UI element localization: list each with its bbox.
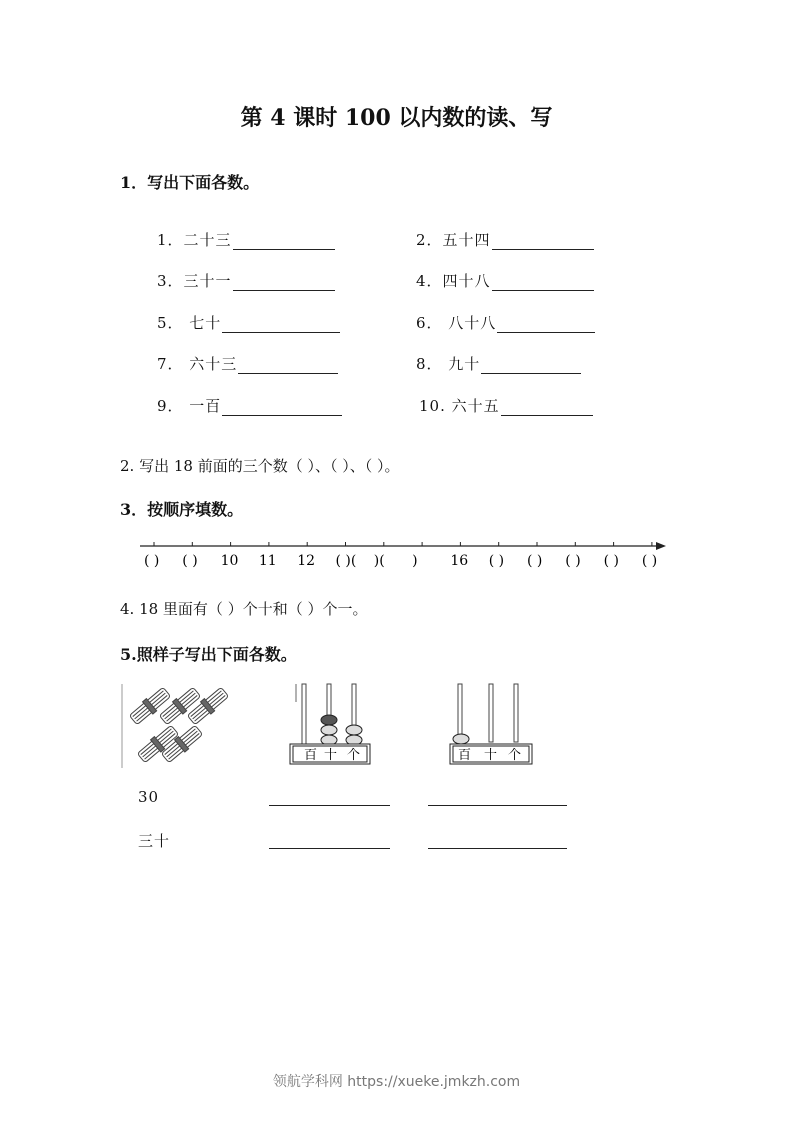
q1-item-label: 1．二十三 xyxy=(157,231,232,249)
q1-item-10 xyxy=(419,395,593,416)
abacus-label-tens: 十 xyxy=(324,748,338,763)
q4-text: 4. 18 里面有（ ）个十和（ ）个一。 xyxy=(120,600,368,618)
answer-blank[interactable] xyxy=(233,231,335,250)
example-word: 三十 xyxy=(138,832,171,850)
answer-blank[interactable] xyxy=(238,355,338,374)
number-line-label: 11 xyxy=(258,553,277,569)
footer-watermark: 领航学科网 https://xueke.jmkzh.com xyxy=(272,1074,521,1090)
number-line-label: ( ) xyxy=(565,553,581,569)
q1-item-label: 10. 六十五 xyxy=(419,397,500,415)
number-line-label: 10 xyxy=(220,553,239,569)
abacus-label-tens: 十 xyxy=(484,748,498,763)
number-line xyxy=(130,530,670,574)
number-line-label: ( ) xyxy=(488,553,505,569)
q1-item-9 xyxy=(157,395,342,416)
page-title: 第 4 课时 100 以内数的读、写 xyxy=(240,105,553,131)
abacus-1-image xyxy=(286,682,376,768)
q1-item-label: 4．四十八 xyxy=(416,272,491,290)
number-line-label: ( ) xyxy=(603,553,619,569)
abacus-label-ones: 个 xyxy=(508,748,522,763)
example-number: 30 xyxy=(138,788,160,806)
number-line-label: ( ) xyxy=(182,553,198,569)
answer-blank[interactable] xyxy=(481,355,581,374)
number-line-label: ( ) xyxy=(144,553,160,569)
answer-blank[interactable] xyxy=(233,272,335,291)
q5-heading: 5.照样子写出下面各数。 xyxy=(120,645,297,664)
q1-item-label: 5． 七十 xyxy=(157,314,222,332)
number-line-arrow xyxy=(656,542,666,550)
q1-item-1 xyxy=(157,229,335,250)
answer-blank[interactable] xyxy=(428,848,567,849)
q1-item-6 xyxy=(416,312,595,333)
number-line-label: 16 xyxy=(450,553,469,569)
q1-item-label: 7． 六十三 xyxy=(157,355,238,373)
q1-heading: 1．写出下面各数。 xyxy=(120,173,260,192)
q1-item-7 xyxy=(157,353,338,374)
answer-blank[interactable] xyxy=(428,805,567,806)
q1-item-5 xyxy=(157,312,340,333)
stick-bundles-image xyxy=(120,684,230,768)
number-line-label: ( ) xyxy=(527,553,543,569)
answer-blank[interactable] xyxy=(222,397,342,416)
q1-item-label: 6． 八十八 xyxy=(416,314,497,332)
q1-item-label: 8． 九十 xyxy=(416,355,481,373)
abacus-label-hundreds: 百 xyxy=(458,748,472,763)
q1-item-label: 9． 一百 xyxy=(157,397,222,415)
answer-blank[interactable] xyxy=(497,314,595,333)
answer-blank[interactable] xyxy=(492,272,594,291)
answer-blank[interactable] xyxy=(222,314,340,333)
answer-blank[interactable] xyxy=(269,805,390,806)
q1-item-2 xyxy=(416,229,594,250)
q3-heading: 3．按顺序填数。 xyxy=(120,500,244,519)
number-line-label: 12 xyxy=(297,553,316,569)
q2-text: 2. 写出 18 前面的三个数（ ）、（ ）、（ ）。 xyxy=(120,457,400,475)
number-line-label: ( ) xyxy=(641,553,658,569)
number-line-label: ) xyxy=(412,553,418,569)
q1-item-label: 2．五十四 xyxy=(416,231,491,249)
q1-item-8 xyxy=(416,353,581,374)
abacus-label-ones: 个 xyxy=(347,748,361,763)
number-line-label: ( )( xyxy=(335,553,357,569)
abacus-label-hundreds: 百 xyxy=(304,748,318,763)
q1-item-label: 3．三十一 xyxy=(157,272,232,290)
q1-item-4 xyxy=(416,270,594,291)
number-line-label: )( xyxy=(373,553,385,569)
answer-blank[interactable] xyxy=(269,848,390,849)
answer-blank[interactable] xyxy=(492,231,594,250)
q1-item-3 xyxy=(157,270,335,291)
answer-blank[interactable] xyxy=(501,397,593,416)
abacus-2-image xyxy=(446,682,536,768)
